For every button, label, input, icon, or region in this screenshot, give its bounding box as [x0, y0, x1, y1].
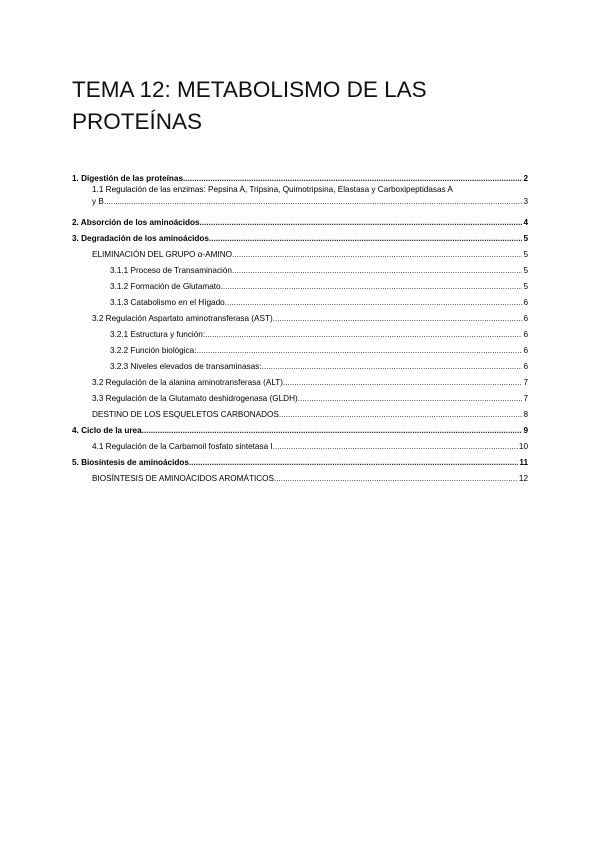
toc-leader-dots	[205, 330, 522, 340]
toc-page-number[interactable]: 9	[523, 426, 528, 435]
toc-entry-label[interactable]: BIOSÍNTESIS DE AMINOÁCIDOS AROMÁTICOS	[92, 474, 274, 483]
toc-entry-label[interactable]: 3.1.2 Formación de Glutamato	[110, 282, 221, 291]
toc-leader-dots	[189, 458, 518, 468]
toc-entry-label[interactable]: 1. Digestión de las proteínas	[72, 174, 184, 183]
toc-leader-dots	[183, 174, 522, 184]
toc-entry-label[interactable]: 5. Biosíntesis de aminoácidos	[72, 458, 189, 467]
toc-leader-dots	[274, 474, 518, 484]
toc-entry-label[interactable]: 3.2.3 Niveles elevados de transaminasas:	[110, 362, 262, 371]
toc-entry-degradacion[interactable]	[72, 228, 528, 244]
toc-entry-label[interactable]: 3. Degradación de los aminoácidos	[72, 234, 209, 243]
toc-page-number[interactable]: 6	[523, 330, 528, 339]
toc-leader-dots	[279, 410, 523, 420]
toc-page-number[interactable]: 6	[523, 362, 528, 371]
toc-leader-dots	[221, 282, 523, 292]
toc-page-number[interactable]: 5	[523, 250, 528, 259]
toc-entry-regulacion-alt[interactable]	[72, 372, 528, 388]
toc-entry-regulacion-enzimas[interactable]	[72, 184, 528, 208]
toc-entry-formacion-glutamato[interactable]	[72, 276, 528, 292]
toc-entry-label[interactable]: 3.3 Regulación de la Glutamato deshidrogenasa (GLDH)	[92, 394, 298, 403]
toc-page-number[interactable]: 2	[523, 174, 528, 183]
toc-entry-label[interactable]: 1.1 Regulación de las enzimas: Pepsina A, Tripsina, Quimotripsina, Elastasa y Carboxipeptidasas A	[92, 185, 453, 194]
toc-entry-ciclo-urea[interactable]	[72, 420, 528, 436]
toc-page-number[interactable]: 8	[523, 410, 528, 419]
toc-entry-transaminacion[interactable]	[72, 260, 528, 276]
toc-entry-label[interactable]: 3.2 Regulación Aspartato aminotransferasa (AST)	[92, 314, 273, 323]
toc-page-number[interactable]: 12	[518, 474, 528, 483]
toc-page-number[interactable]: 3	[523, 197, 528, 206]
toc-entry-label[interactable]: 3.1.1 Proceso de Transaminación	[110, 266, 232, 275]
toc-page-number[interactable]: 7	[523, 394, 528, 403]
toc-entry-eliminacion-grupo-amino[interactable]	[72, 244, 528, 260]
toc-page-number[interactable]: 11	[519, 458, 528, 467]
table-of-contents	[72, 168, 528, 484]
toc-leader-dots	[232, 266, 522, 276]
toc-entry-label[interactable]: 2. Absorción de los aminoácidos	[72, 218, 200, 227]
toc-entry-digestion[interactable]	[72, 168, 528, 184]
toc-page-number[interactable]: 6	[523, 314, 528, 323]
toc-leader-dots	[298, 394, 523, 404]
toc-entry-label[interactable]: 3.2.1 Estructura y función:	[110, 330, 206, 339]
toc-leader-dots	[232, 250, 522, 260]
toc-entry-estructura-funcion[interactable]	[72, 324, 528, 340]
toc-entry-carbamoil-fosfato[interactable]	[72, 436, 528, 452]
toc-entry-label[interactable]: 3.2 Regulación de la alanina aminotransferasa (ALT)	[92, 378, 283, 387]
toc-entry-label[interactable]: 3.1.3 Catabolismo en el Hígado	[110, 298, 225, 307]
toc-leader-dots	[142, 426, 523, 436]
toc-leader-dots	[200, 218, 523, 228]
toc-page-number[interactable]: 6	[523, 346, 528, 355]
toc-page-number[interactable]: 5	[523, 282, 528, 291]
toc-page-number[interactable]: 10	[518, 442, 528, 451]
toc-leader-dots	[196, 346, 522, 356]
toc-leader-dots	[273, 442, 518, 452]
toc-entry-niveles-transaminasas[interactable]	[72, 356, 528, 372]
toc-leader-dots	[225, 298, 523, 308]
toc-entry-regulacion-ast[interactable]	[72, 308, 528, 324]
toc-entry-label[interactable]: ELIMINACIÓN DEL GRUPO α-AMINO	[92, 250, 232, 259]
toc-entry-absorcion[interactable]	[72, 212, 528, 228]
toc-entry-destino-esqueletos[interactable]	[72, 404, 528, 420]
toc-entry-funcion-biologica[interactable]	[72, 340, 528, 356]
document-title: TEMA 12: METABOLISMO DE LAS PROTEÍNAS	[72, 77, 427, 134]
toc-leader-dots	[104, 196, 523, 208]
toc-entry-biosintesis[interactable]	[72, 452, 528, 468]
toc-page-number[interactable]: 7	[523, 378, 528, 387]
toc-page-number[interactable]: 5	[523, 234, 528, 243]
toc-page-number[interactable]: 6	[523, 298, 528, 307]
toc-entry-label[interactable]: DESTINO DE LOS ESQUELETOS CARBONADOS	[92, 410, 279, 419]
toc-entry-regulacion-gldh[interactable]	[72, 388, 528, 404]
toc-entry-label-continued[interactable]: y B	[92, 197, 104, 206]
toc-entry-aromaticos[interactable]	[72, 468, 528, 484]
toc-page-number[interactable]: 4	[523, 218, 528, 227]
toc-leader-dots	[283, 378, 522, 388]
toc-page-number[interactable]: 5	[523, 266, 528, 275]
toc-leader-dots	[209, 234, 522, 244]
toc-entry-label[interactable]: 4. Ciclo de la urea	[72, 426, 142, 435]
toc-leader-dots	[273, 314, 523, 324]
toc-entry-catabolismo-higado[interactable]	[72, 292, 528, 308]
toc-entry-label[interactable]: 4.1 Regulación de la Carbamoil fosfato sintetasa I	[92, 442, 273, 451]
toc-entry-label[interactable]: 3.2.2 Función biológica:	[110, 346, 197, 355]
toc-leader-dots	[262, 362, 523, 372]
